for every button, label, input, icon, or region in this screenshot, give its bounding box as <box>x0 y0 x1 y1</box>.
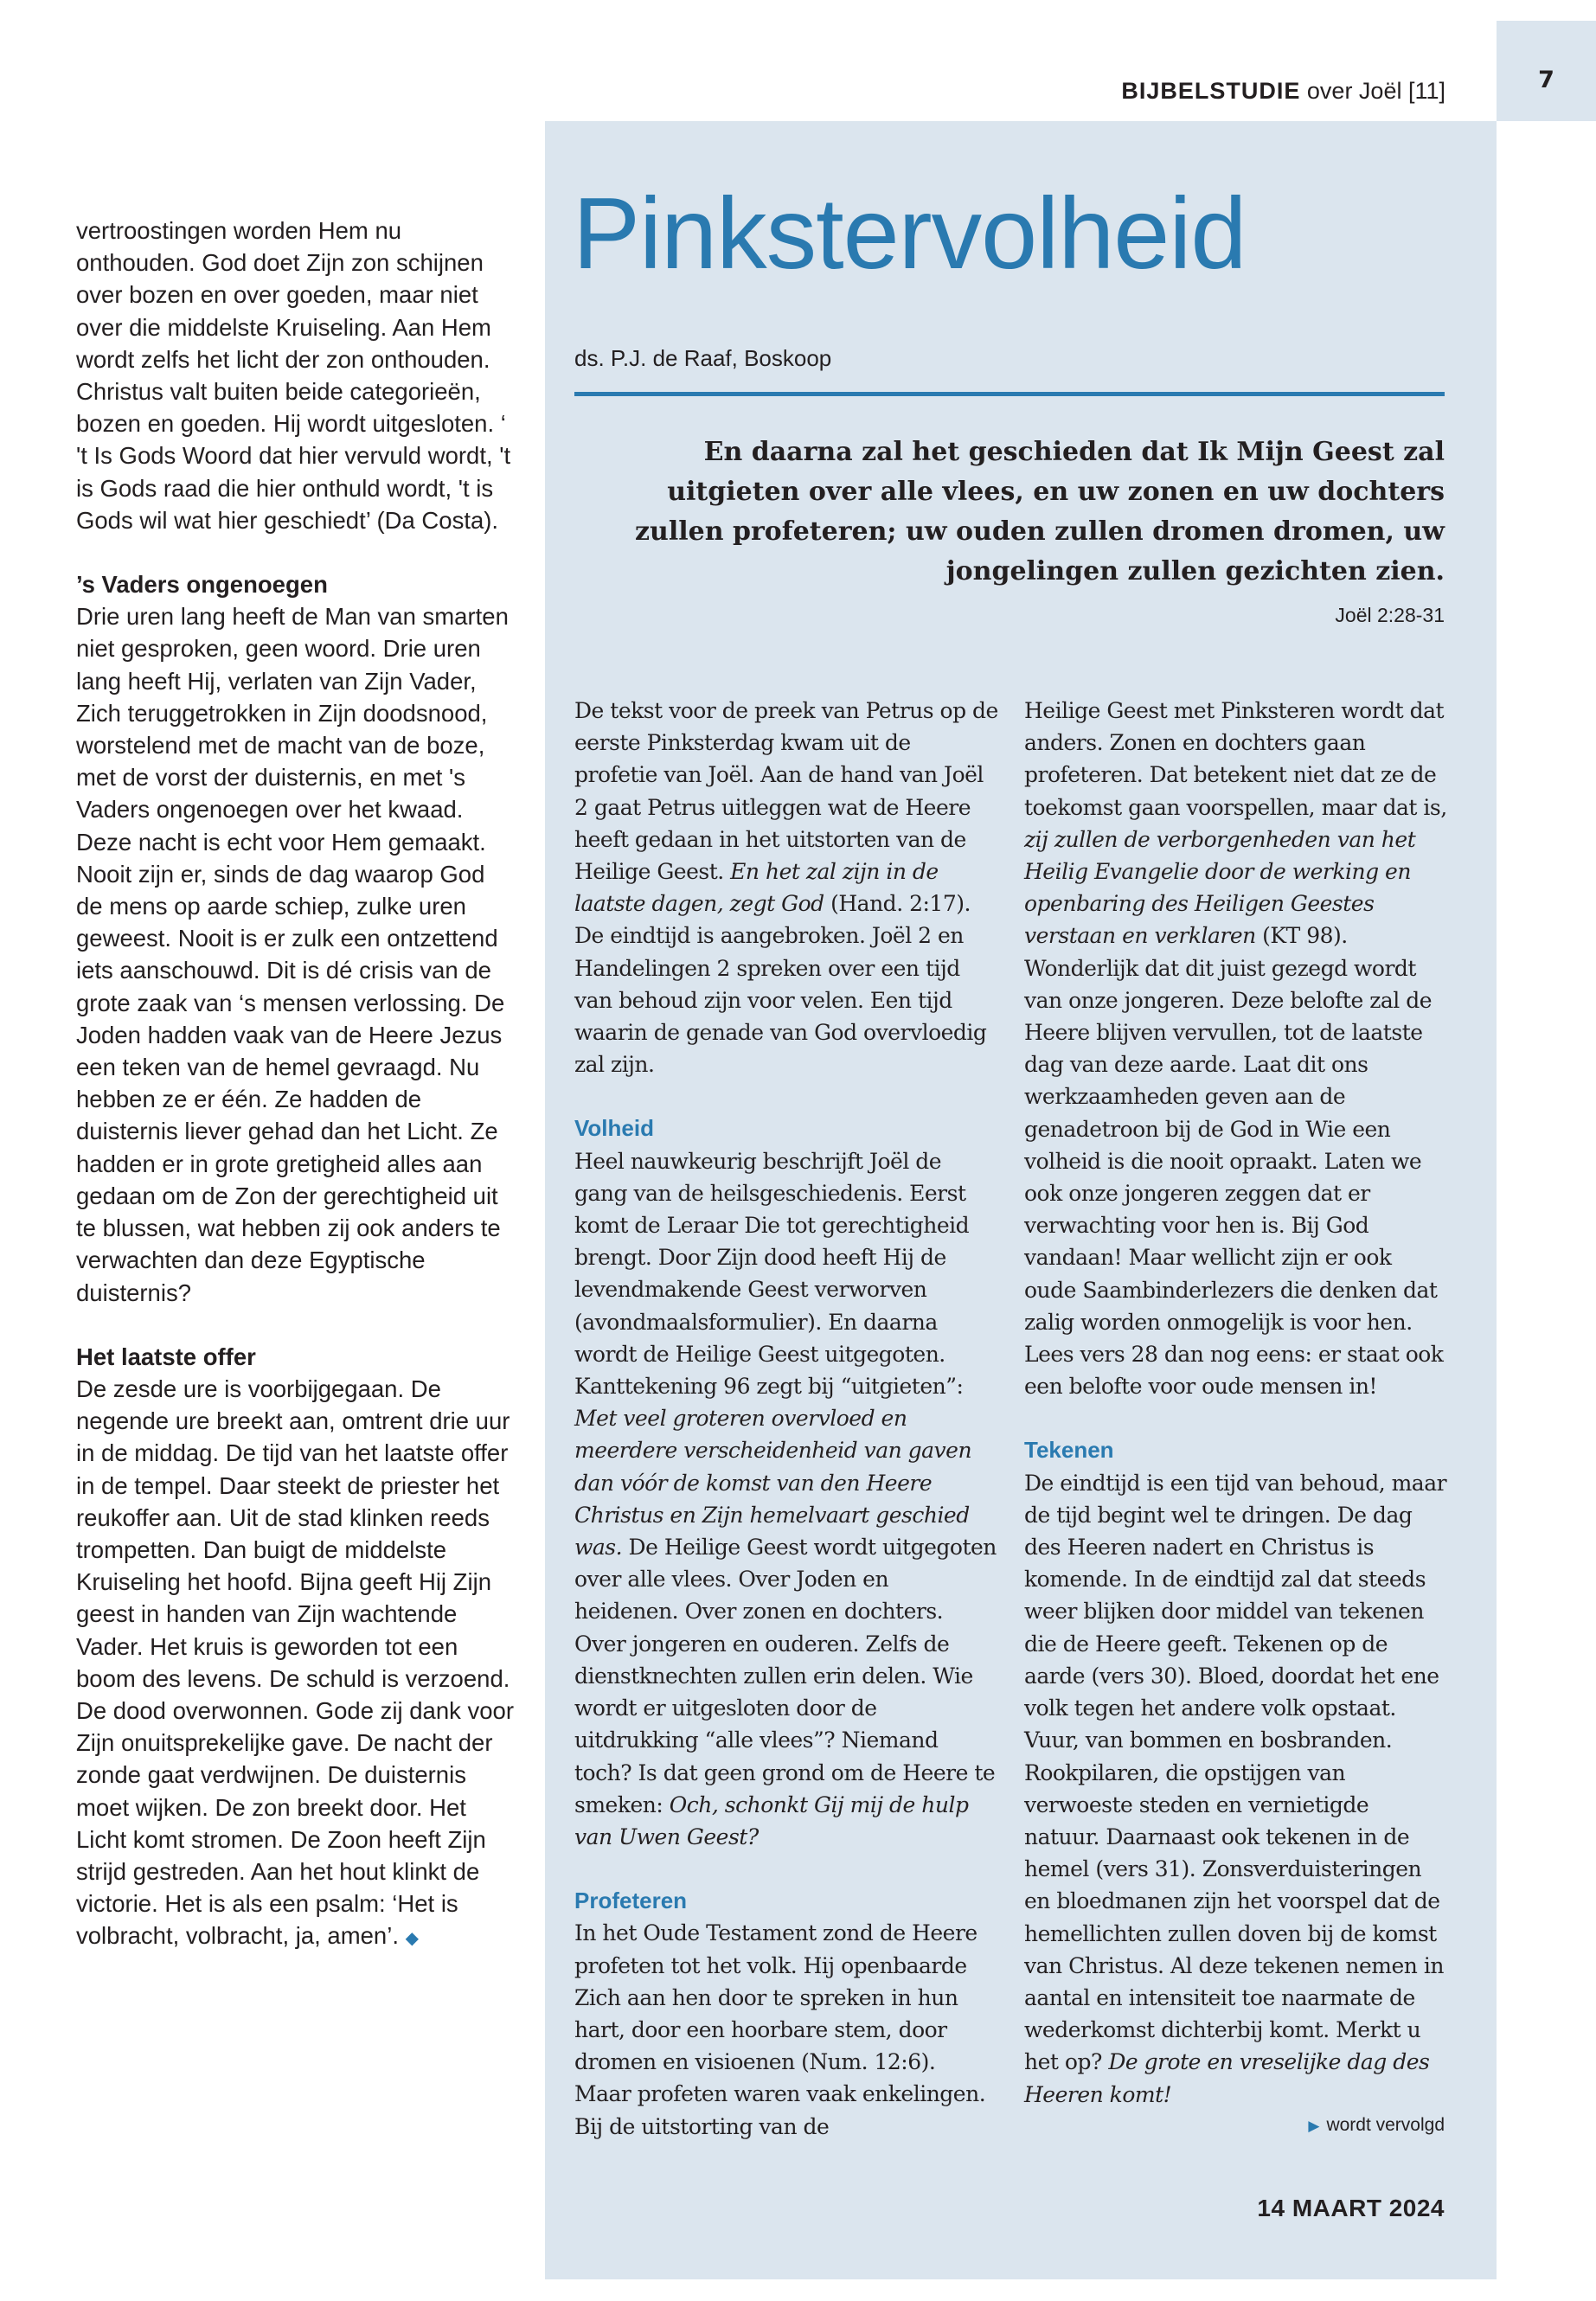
body-paragraph <box>574 695 998 1080</box>
series-label: BIJBELSTUDIE <box>1121 78 1301 104</box>
quote-reference: Joël 2:28-31 <box>1335 604 1445 626</box>
article-author: ds. P.J. de Raaf, Boskoop <box>574 345 832 371</box>
body-text: In het Oude Testament zond de Heere profeten tot het volk. Hij openbaarde Zich aan hen door te spreken in hun hart, door een hoorbare stem, door dromen en visioenen (Num. 12:6). Maar profeten waren vaak enkelingen. Bij de uitstorting van de <box>574 1920 986 2139</box>
title-rule-divider <box>574 392 1445 396</box>
body-section <box>574 1112 998 1853</box>
body-text: (Hand. 2:17). De eindtijd is aangebroken. Joël 2 en Handelingen 2 spreken over een tijd van behoud zijn voor velen. Een tijd waarin de genade van God overvloedig zal zijn. <box>574 891 987 1078</box>
middle-column <box>574 695 998 2175</box>
subheading: Het laatste offer <box>76 1343 256 1370</box>
subheading: Tekenen <box>1024 1437 1114 1464</box>
italic-quote: En het zal zijn in de laatste dagen, zegt God <box>574 859 939 917</box>
italic-quote: De grote en vreselijke dag des Heeren komt! <box>1024 2049 1430 2107</box>
right-column <box>1024 695 1448 2143</box>
article-title: Pinkstervolheid <box>573 176 1247 290</box>
page-number: 7 <box>1538 67 1554 93</box>
issue-date: 14 MAART 2024 <box>1257 2195 1445 2221</box>
running-header <box>1121 76 1445 106</box>
body-text: Heel nauwkeurig beschrijft Joël de gang van de heilsgeschiedenis. Eerst komt de Leraar Die tot gerechtigheid brengt. Door Zijn dood heeft Hij de levendmakende Geest verworven (avondmaalsformulier). En daarna wordt de Heilige Geest uitgegoten. Kanttekening 96 zegt bij “uitgieten”: <box>574 1148 970 1400</box>
body-text: De eindtijd is een tijd van behoud, maar de tijd begint wel te dringen. De dag des Heeren nadert en Christus is komende. In de eindtijd zal dat steeds weer blijken door middel van tekenen die de Heere geeft. Tekenen op de aarde (vers 30). Bloed, doordat het ene volk tegen het andere volk opstaat. Vuur, van bommen en bosbranden. Rookpilaren, die opstijgen van verwoeste steden en vernietigde natuur. Daarnaast ook tekenen in de hemel (vers 31). Zonsverduisteringen en bloedmanen zijn het voorspel dat de hemellichten zullen doven bij de komst van Christus. Al deze tekenen nemen in aantal en intensiteit toe naarmate de wederkomst dichterbij komt. Merkt u het op? <box>1024 1470 1447 2075</box>
continued-label: wordt vervolgd <box>1326 2115 1445 2135</box>
subheading: Volheid <box>574 1115 654 1142</box>
continued-note <box>1308 2114 1445 2138</box>
body-section <box>574 1885 998 2143</box>
italic-quote: Met veel groteren overvloed en meerdere verscheidenheid van gaven dan vóór de komst van den Heere Christus en Zijn hemelvaart geschied was. <box>574 1406 972 1561</box>
left-section <box>76 1341 517 1956</box>
scripture-quote: En daarna zal het geschieden dat Ik Mijn Geest zal uitgieten over alle vlees, en uw zonen en uw dochters zullen profeteren; uw ouden zullen dromen dromen, uw jongelingen zullen gezichten zien. <box>635 437 1445 586</box>
left-section <box>76 568 517 1309</box>
italic-quote: Och, schonkt Gij mij de hulp van Uwen Geest? <box>574 1791 969 1849</box>
triangle-right-icon: ▶ <box>1308 2118 1320 2134</box>
body-paragraph <box>1024 695 1448 1402</box>
end-mark-diamond-icon: ◆ <box>405 1929 419 1949</box>
left-column <box>76 215 517 1988</box>
series-topic: over Joël [11] <box>1306 78 1445 104</box>
subheading: Profeteren <box>574 1888 688 1914</box>
subheading: ’s Vaders ongenoegen <box>76 571 328 599</box>
body-text: Heilige Geest met Pinksteren wordt dat anders. Zonen en dochters gaan profeteren. Dat betekent niet dat ze de toekomst gaan voorspellen, maar dat is, <box>1024 698 1447 820</box>
body-text: De Heilige Geest wordt uitgegoten over alle vlees. Over Joden en heidenen. Over zonen en dochters. Over jongeren en ouderen. Zelfs de dienstknechten zullen erin delen. Wie wordt er uitgesloten door de uitdrukking “alle vlees”? Niemand toch? Is dat geen grond om de Heere te smeken: <box>574 1535 997 1817</box>
italic-quote: zij zullen de verborgenheden van het Heilig Evangelie door de werking en openbaring des Heiligen Geestes verstaan en verklaren <box>1024 826 1416 949</box>
body-section <box>1024 1434 1448 2110</box>
left-paragraph: De zesde ure is voorbijgegaan. De negende ure breekt aan, omtrent drie uur in de middag. De tijd van het laatste offer in de tempel. Daar steekt de priester het reukoffer aan. Uit de stad klinken reeds trompetten. Dan buigt de middelste Kruiseling het hoofd. Bijna geeft Hij Zijn geest in handen van Zijn wachtende Vader. Het kruis is geworden tot een boom des levens. De schuld is verzoend. De dood overwonnen. Gode zij dank voor Zijn onuitsprekelijke gave. De nacht der zonde gaat verdwijnen. De duisternis moet wijken. De zon breekt door. Het Licht komt stromen. De Zoon heeft Zijn strijd gestreden. Aan het hout klinkt de victorie. Het is als een psalm: ‘Het is volbracht, volbracht, ja, amen’. <box>76 1375 515 1950</box>
left-paragraph: Drie uren lang heeft de Man van smarten niet gesproken, geen woord. Drie uren lang heeft Hij, verlaten van Zijn Vader, Zich teruggetrokken in Zijn doodsnood, worstelend met de macht van de boze, met de vorst der duisternis, en met 's Vaders ongenoegen over het kwaad. Deze nacht is echt voor Hem gemaakt. Nooit zijn er, sinds de dag waarop God de mens op aarde schiep, zulke uren geweest. Nooit is er zulk een ontzettend iets aanschouwd. Dit is dé crisis van de grote zaak van ‘s mensen verlossing. De Joden hadden vaak van de Heere Jezus een teken van de hemel gevraagd. Nu hebben ze er één. Ze hadden de duisternis liever gehad dan het Licht. Ze hadden er in grote gretigheid alles aan gedaan om de Zon der gerechtigheid uit te blussen, wat hebben zij ook anders te verwachten dan deze Egyptische duisternis? <box>76 603 509 1306</box>
left-paragraph: vertroostingen worden Hem nu onthouden. God doet Zijn zon schijnen over bozen en over goeden, maar niet over die middelste Kruiseling. Aan Hem wordt zelfs het licht der zon onthouden. Christus valt buiten beide categorieën, bozen en goeden. Hij wordt uitgesloten. ‘ 't Is Gods Woord dat hier vervuld wordt, 't is Gods raad die hier onthuld wordt, 't is Gods wil wat hier geschiedt’ (Da Costa). <box>76 217 511 534</box>
body-text: (KT 98). Wonderlijk dat dit juist gezegd wordt van onze jongeren. Deze belofte zal de Heere blijven vervullen, tot de laatste dag van deze aarde. Laat dit ons werkzaamheden geven aan de genadetroon bij de God in Wie een volheid is die nooit opraakt. Laten we ook onze jongeren zeggen dat er verwachting voor hen is. Bij God vandaan! Maar wellicht zijn er ook oude Saambinderlezers die denken dat zalig worden onmogelijk is voor hen. Lees vers 28 dan nog eens: er staat ook een belofte voor oude mensen in! <box>1024 923 1444 1400</box>
body-text: De tekst voor de preek van Petrus op de eerste Pinksterdag kwam uit de profetie van Joël. Aan de hand van Joël 2 gaat Petrus uitleggen wat de Heere heeft gedaan in het uitstorten van de Heilige Geest. <box>574 698 998 885</box>
